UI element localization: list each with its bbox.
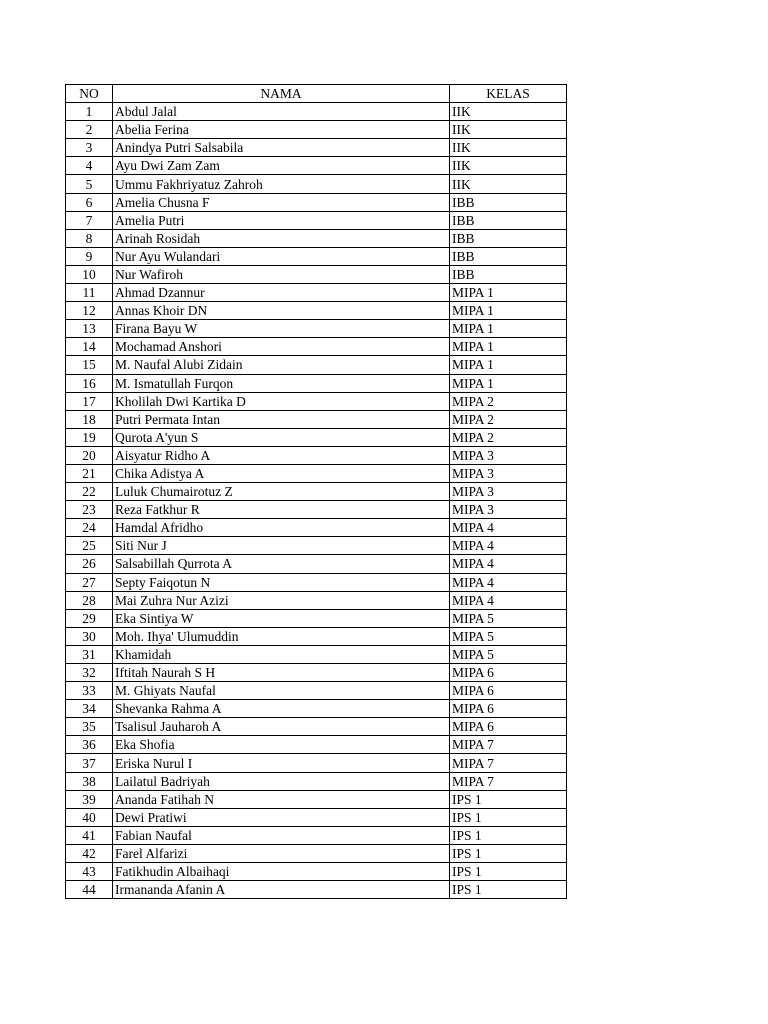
student-name: Shevanka Rahma A: [113, 700, 450, 718]
row-number: 25: [66, 537, 113, 555]
student-name: Iftitah Naurah S H: [113, 664, 450, 682]
table-row: [66, 501, 567, 519]
table-row: [66, 682, 567, 700]
class-name: IIK: [450, 139, 567, 157]
student-name: Aisyatur Ridho A: [113, 446, 450, 464]
student-name: Salsabillah Qurrota A: [113, 555, 450, 573]
student-name: Khamidah: [113, 645, 450, 663]
table-row: [66, 700, 567, 718]
student-name: M. Ghiyats Naufal: [113, 682, 450, 700]
table-row: [66, 609, 567, 627]
class-name: MIPA 6: [450, 718, 567, 736]
table-row: [66, 302, 567, 320]
table-row: [66, 826, 567, 844]
student-name: Mai Zuhra Nur Azizi: [113, 591, 450, 609]
table-row: [66, 175, 567, 193]
table-row: [66, 103, 567, 121]
table-row: [66, 591, 567, 609]
student-name: Nur Ayu Wulandari: [113, 247, 450, 265]
row-number: 15: [66, 356, 113, 374]
student-class-table: [65, 84, 567, 899]
table-row: [66, 211, 567, 229]
student-name: Siti Nur J: [113, 537, 450, 555]
table-row: [66, 157, 567, 175]
student-name: Mochamad Anshori: [113, 338, 450, 356]
row-number: 13: [66, 320, 113, 338]
table-row: [66, 555, 567, 573]
student-name: Tsalisul Jauharoh A: [113, 718, 450, 736]
table-row: [66, 519, 567, 537]
class-name: IPS 1: [450, 826, 567, 844]
student-name: M. Naufal Alubi Zidain: [113, 356, 450, 374]
table-row: [66, 320, 567, 338]
class-name: MIPA 7: [450, 754, 567, 772]
class-name: IPS 1: [450, 881, 567, 899]
class-name: IBB: [450, 193, 567, 211]
class-name: IBB: [450, 211, 567, 229]
table-row: [66, 356, 567, 374]
table-row: [66, 338, 567, 356]
student-name: Fatikhudin Albaihaqi: [113, 863, 450, 881]
student-name: M. Ismatullah Furqon: [113, 374, 450, 392]
class-name: IIK: [450, 175, 567, 193]
table-row: [66, 139, 567, 157]
class-name: IPS 1: [450, 790, 567, 808]
student-name: Ahmad Dzannur: [113, 284, 450, 302]
table-row: [66, 627, 567, 645]
student-name: Eka Sintiya W: [113, 609, 450, 627]
table-row: [66, 664, 567, 682]
student-name: Hamdal Afridho: [113, 519, 450, 537]
table-row: [66, 374, 567, 392]
student-name: Fabian Naufal: [113, 826, 450, 844]
row-number: 41: [66, 826, 113, 844]
row-number: 23: [66, 501, 113, 519]
student-name: Arinah Rosidah: [113, 229, 450, 247]
table-row: [66, 247, 567, 265]
class-name: MIPA 1: [450, 338, 567, 356]
class-name: MIPA 3: [450, 464, 567, 482]
row-number: 4: [66, 157, 113, 175]
header-no: NO: [66, 85, 113, 103]
class-name: MIPA 3: [450, 483, 567, 501]
row-number: 33: [66, 682, 113, 700]
student-name: Chika Adistya A: [113, 464, 450, 482]
student-name: Ananda Fatihah N: [113, 790, 450, 808]
student-name: Farel Alfarizi: [113, 844, 450, 862]
student-name: Nur Wafiroh: [113, 265, 450, 283]
table-row: [66, 808, 567, 826]
student-name: Putri Permata Intan: [113, 410, 450, 428]
class-name: MIPA 2: [450, 428, 567, 446]
student-name: Eriska Nurul I: [113, 754, 450, 772]
class-name: MIPA 1: [450, 356, 567, 374]
row-number: 36: [66, 736, 113, 754]
student-name: Dewi Pratiwi: [113, 808, 450, 826]
row-number: 18: [66, 410, 113, 428]
row-number: 2: [66, 121, 113, 139]
row-number: 21: [66, 464, 113, 482]
class-name: MIPA 4: [450, 555, 567, 573]
student-name: Moh. Ihya' Ulumuddin: [113, 627, 450, 645]
row-number: 22: [66, 483, 113, 501]
class-name: MIPA 5: [450, 609, 567, 627]
class-name: MIPA 2: [450, 392, 567, 410]
row-number: 1: [66, 103, 113, 121]
table-row: [66, 410, 567, 428]
table-row: [66, 754, 567, 772]
row-number: 31: [66, 645, 113, 663]
row-number: 43: [66, 863, 113, 881]
student-name: Qurota A'yun S: [113, 428, 450, 446]
class-name: MIPA 4: [450, 573, 567, 591]
row-number: 38: [66, 772, 113, 790]
student-name: Lailatul Badriyah: [113, 772, 450, 790]
row-number: 16: [66, 374, 113, 392]
class-name: IIK: [450, 157, 567, 175]
table-row: [66, 645, 567, 663]
class-name: IPS 1: [450, 863, 567, 881]
row-number: 3: [66, 139, 113, 157]
row-number: 37: [66, 754, 113, 772]
row-number: 34: [66, 700, 113, 718]
student-name: Irmananda Afanin A: [113, 881, 450, 899]
table-row: [66, 573, 567, 591]
table-row: [66, 392, 567, 410]
student-name: Amelia Chusna F: [113, 193, 450, 211]
student-name: Abdul Jalal: [113, 103, 450, 121]
student-name: Ummu Fakhriyatuz Zahroh: [113, 175, 450, 193]
row-number: 44: [66, 881, 113, 899]
row-number: 8: [66, 229, 113, 247]
row-number: 6: [66, 193, 113, 211]
class-name: MIPA 5: [450, 627, 567, 645]
class-name: MIPA 6: [450, 700, 567, 718]
class-name: MIPA 7: [450, 736, 567, 754]
table-row: [66, 718, 567, 736]
row-number: 11: [66, 284, 113, 302]
class-name: MIPA 2: [450, 410, 567, 428]
row-number: 32: [66, 664, 113, 682]
row-number: 39: [66, 790, 113, 808]
row-number: 5: [66, 175, 113, 193]
row-number: 10: [66, 265, 113, 283]
class-name: MIPA 6: [450, 664, 567, 682]
student-name: Annas Khoir DN: [113, 302, 450, 320]
class-name: MIPA 7: [450, 772, 567, 790]
table-body: [66, 103, 567, 899]
class-name: IIK: [450, 103, 567, 121]
class-name: MIPA 3: [450, 501, 567, 519]
table-row: [66, 121, 567, 139]
class-name: IBB: [450, 265, 567, 283]
class-name: MIPA 6: [450, 682, 567, 700]
class-name: MIPA 4: [450, 537, 567, 555]
student-name: Amelia Putri: [113, 211, 450, 229]
row-number: 9: [66, 247, 113, 265]
table-row: [66, 772, 567, 790]
class-name: IPS 1: [450, 844, 567, 862]
header-row: [66, 85, 567, 103]
row-number: 29: [66, 609, 113, 627]
class-name: MIPA 4: [450, 591, 567, 609]
class-name: IIK: [450, 121, 567, 139]
table-row: [66, 537, 567, 555]
table-row: [66, 483, 567, 501]
class-name: IBB: [450, 247, 567, 265]
table-row: [66, 736, 567, 754]
row-number: 30: [66, 627, 113, 645]
row-number: 7: [66, 211, 113, 229]
class-name: MIPA 1: [450, 302, 567, 320]
student-name: Septy Faiqotun N: [113, 573, 450, 591]
class-name: MIPA 1: [450, 284, 567, 302]
student-name: Anindya Putri Salsabila: [113, 139, 450, 157]
row-number: 42: [66, 844, 113, 862]
row-number: 19: [66, 428, 113, 446]
table-row: [66, 790, 567, 808]
class-name: IPS 1: [450, 808, 567, 826]
row-number: 17: [66, 392, 113, 410]
student-name: Eka Shofia: [113, 736, 450, 754]
row-number: 35: [66, 718, 113, 736]
class-name: MIPA 3: [450, 446, 567, 464]
row-number: 26: [66, 555, 113, 573]
table-row: [66, 193, 567, 211]
table-row: [66, 844, 567, 862]
student-name: Firana Bayu W: [113, 320, 450, 338]
class-name: MIPA 4: [450, 519, 567, 537]
table-row: [66, 428, 567, 446]
row-number: 40: [66, 808, 113, 826]
table-row: [66, 265, 567, 283]
student-name: Ayu Dwi Zam Zam: [113, 157, 450, 175]
row-number: 24: [66, 519, 113, 537]
table-row: [66, 863, 567, 881]
student-name: Reza Fatkhur R: [113, 501, 450, 519]
table-row: [66, 881, 567, 899]
table-row: [66, 229, 567, 247]
student-name: Kholilah Dwi Kartika D: [113, 392, 450, 410]
student-name: Luluk Chumairotuz Z: [113, 483, 450, 501]
row-number: 20: [66, 446, 113, 464]
header-kelas: KELAS: [450, 85, 567, 103]
table-row: [66, 284, 567, 302]
class-name: MIPA 1: [450, 320, 567, 338]
student-name: Abelia Ferina: [113, 121, 450, 139]
class-name: MIPA 1: [450, 374, 567, 392]
row-number: 28: [66, 591, 113, 609]
class-name: IBB: [450, 229, 567, 247]
header-nama: NAMA: [113, 85, 450, 103]
row-number: 27: [66, 573, 113, 591]
row-number: 14: [66, 338, 113, 356]
row-number: 12: [66, 302, 113, 320]
table-row: [66, 446, 567, 464]
class-name: MIPA 5: [450, 645, 567, 663]
table-row: [66, 464, 567, 482]
